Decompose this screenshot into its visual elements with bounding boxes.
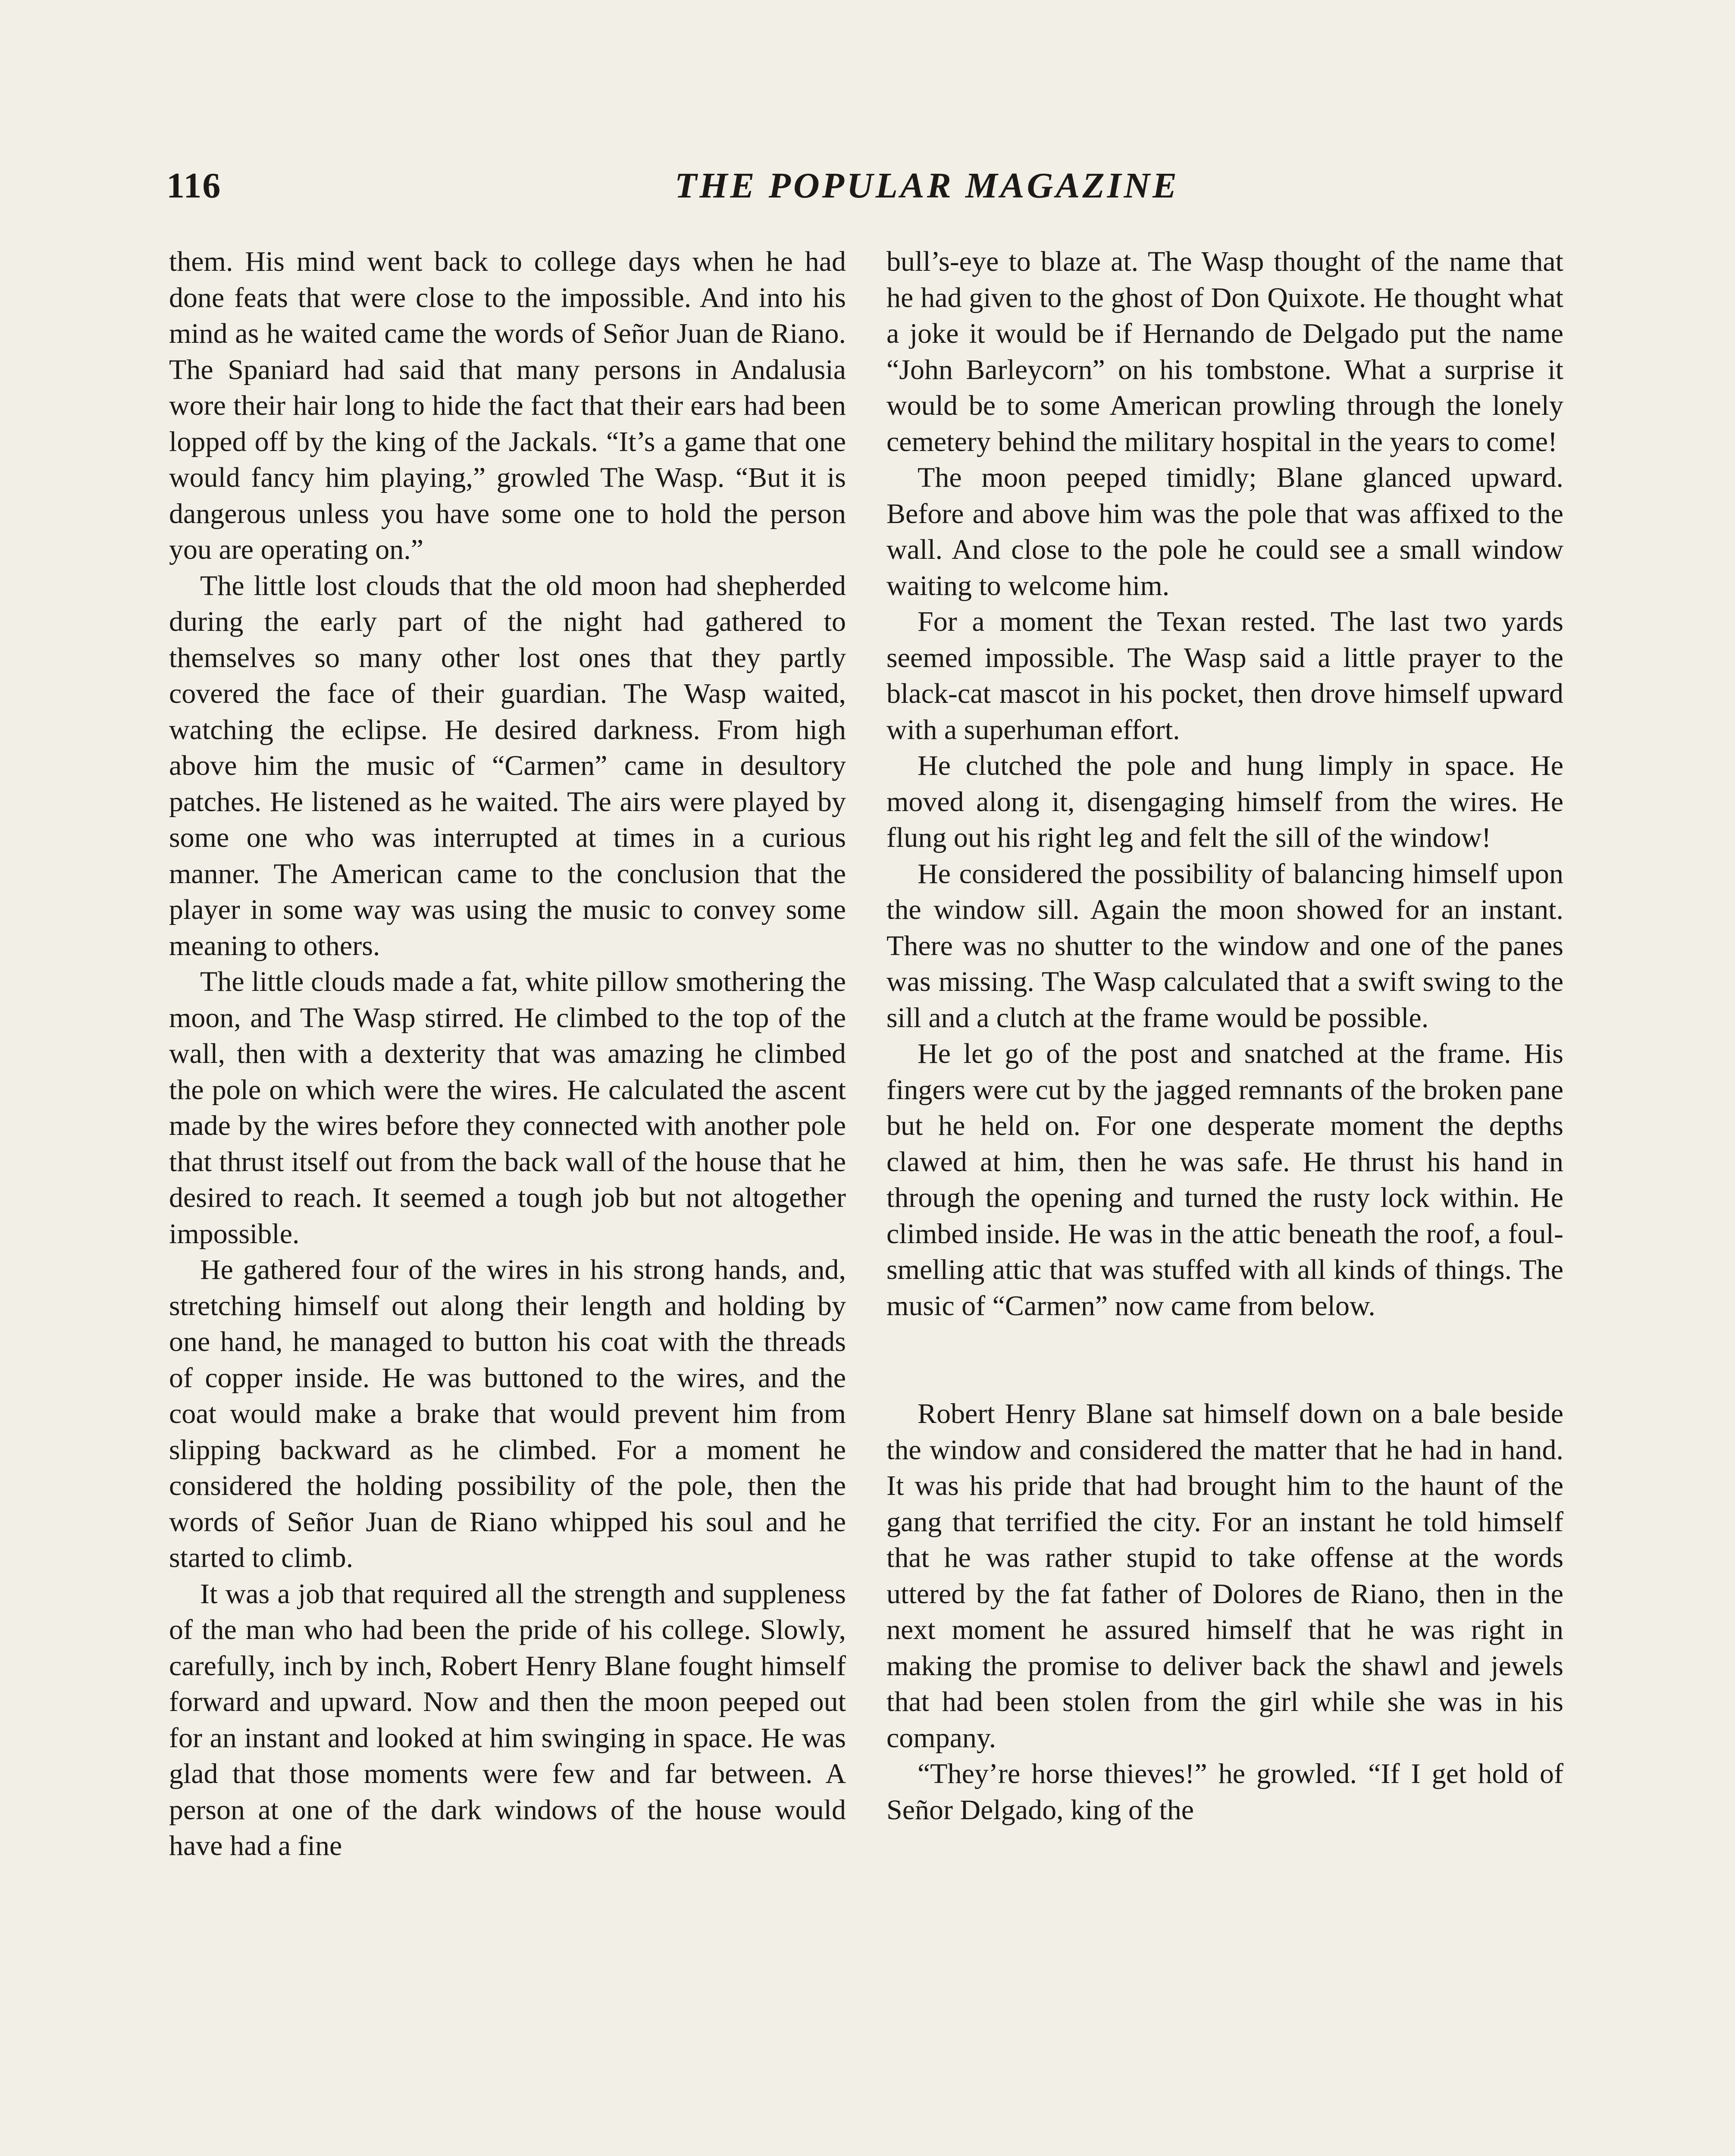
paragraph: The little clouds made a fat, white pillow smothering the moon, and The Wasp stirred. He climbed to the top of the wall, then with a dexterity that was amazing he climbed the pole on which were the wires. He calculated the ascent made by the wires before they connected with another pole that thrust itself out from the back wall of the house that he desired to reach. It seemed a tough job but not altogether impossible.	[169, 966, 846, 1250]
paragraph: He considered the possibility of balancing himself upon the window sill. Again the moon showed for an instant. There was no shutter to the window and one of the panes was missing. The Wasp calculated that a swift swing to the sill and a clutch at the frame would be possible.	[886, 858, 1563, 1034]
paragraph: He let go of the post and snatched at the frame. His fingers were cut by the jagged remnants of the broken pane but he held on. For one desperate moment the depths clawed at him, then he was safe. He thrust his hand in through the opening and turned the rusty lock within. He climbed inside. He was in the attic beneath the roof, a foul-smelling attic that was stuffed with all kinds of things. The music of “Carmen” now came from below.	[886, 1038, 1563, 1322]
paragraph: It was a job that required all the strength and suppleness of the man who had been the pride of his college. Slowly, carefully, inch by inch, Robert Henry Blane fought himself forward and upward. Now and then the moon peeped out for an instant and looked at him swinging in space. He was glad that those moments were few and far between. A person at one of the dark windows of the house would have had a fine	[169, 1578, 846, 1861]
running-head: THE POPULAR MAGAZINE	[674, 166, 1180, 206]
paragraph: “They’re horse thieves!” he growled. “If I get hold of Señor Delgado, king of the	[886, 1758, 1563, 1826]
paragraph: them. His mind went back to college days when he had done feats that were close to the impossible. And into his mind as he waited came the words of Señor Juan de Riano. The Spaniard had said that many persons in Andalusia wore their hair long to hide the fact that their ears had been lopped off by the king of the Jackals. “It’s a game that one would fancy him playing,” growled The Wasp. “But it is dangerous unless you have some one to hold the person you are operating on.”	[169, 246, 846, 565]
paragraph: bull’s-eye to blaze at. The Wasp thought of the name that he had given to the ghost of Don Quixote. He thought what a joke it would be if Hernando de Delgado put the name “John Barleycorn” on his tombstone. What a surprise it would be to some American prowling through the lonely cemetery behind the military hospital in the years to come!	[886, 246, 1563, 458]
paragraph: For a moment the Texan rested. The last two yards seemed impossible. The Wasp said a little prayer to the black-cat mascot in his pocket, then drove himself upward with a superhuman effort.	[886, 606, 1563, 746]
paragraph: The little lost clouds that the old moon had shepherded during the early part of the night had gathered to themselves so many other lost ones that they partly covered the face of their guardian. The Wasp waited, watching the eclipse. He desired darkness. From high above him the music of “Carmen” came in desultory patches. He listened as he waited. The airs were played by some one who was interrupted at times in a curious manner. The American came to the conclusion that the player in some way was using the music to convey some meaning to others.	[169, 570, 846, 962]
page-number: 116	[166, 166, 222, 206]
section-break	[886, 1324, 1563, 1396]
paragraph: He clutched the pole and hung limply in space. He moved along it, disengaging himself from the wires. He flung out his right leg and felt the sill of the window!	[886, 750, 1563, 853]
right-column	[886, 244, 1563, 1828]
paragraph: Robert Henry Blane sat himself down on a bale beside the window and considered the matter that he had in hand. It was his pride that had brought him to the haunt of the gang that terrified the city. For an instant he told himself that he was rather stupid to take offense at the words uttered by the fat father of Dolores de Riano, then in the next moment he assured himself that he was right in making the promise to deliver back the shawl and jewels that had been stolen from the girl while she was in his company.	[886, 1398, 1563, 1754]
paragraph: He gathered four of the wires in his strong hands, and, stretching himself out along their length and holding by one hand, he managed to button his coat with the threads of copper inside. He was buttoned to the wires, and the coat would make a brake that would prevent him from slipping backward as he climbed. For a moment he considered the holding possibility of the pole, then the words of Señor Juan de Riano whipped his soul and he started to climb.	[169, 1254, 846, 1573]
paragraph: The moon peeped timidly; Blane glanced upward. Before and above him was the pole that was affixed to the wall. And close to the pole he could see a small window waiting to welcome him.	[886, 462, 1563, 602]
left-column	[169, 244, 846, 1864]
